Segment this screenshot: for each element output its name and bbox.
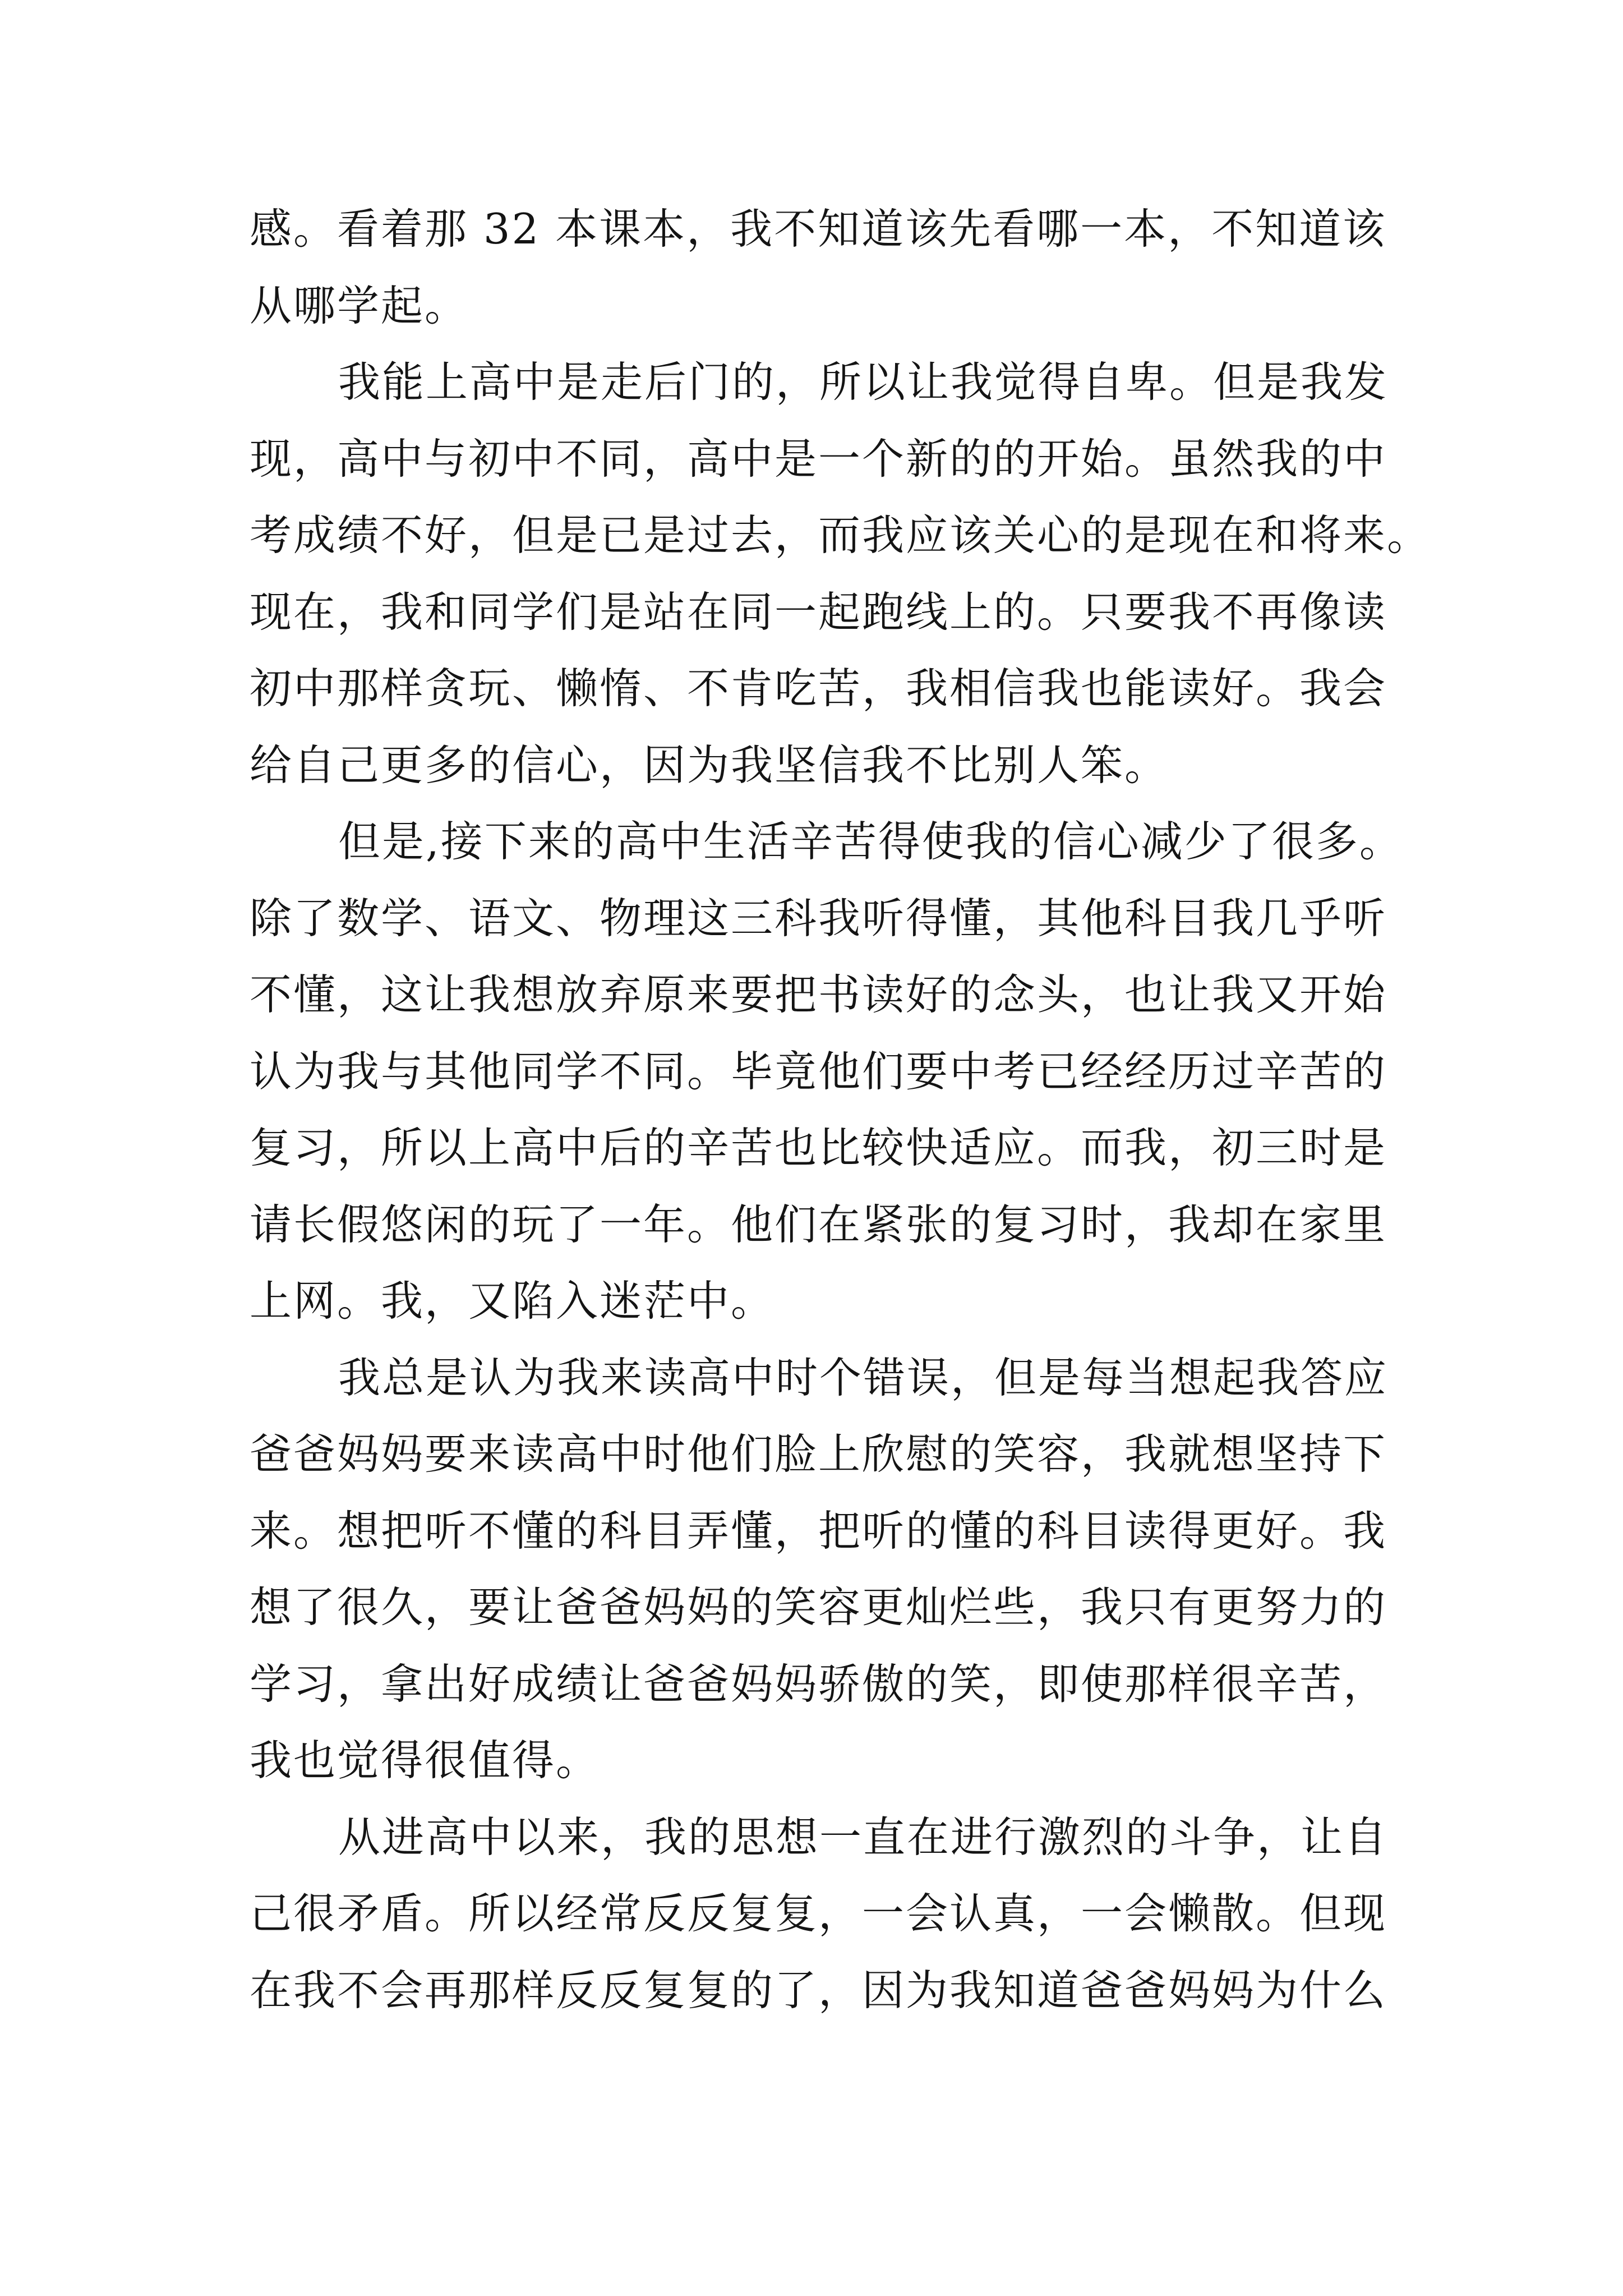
text-line: 复习，所以上高中后的辛苦也比较快适应。而我，初三时是 xyxy=(250,1123,1387,1172)
text-line: 感。看着那 32 本课本，我不知道该先看哪一本，不知道该 xyxy=(250,204,1387,254)
text-line: 考成绩不好，但是已是过去，而我应该关心的是现在和将来。 xyxy=(250,510,1431,560)
text-line: 认为我与其他同学不同。毕竟他们要中考已经经历过辛苦的 xyxy=(250,1046,1387,1096)
text-line: 想了很久，要让爸爸妈妈的笑容更灿烂些，我只有更努力的 xyxy=(250,1582,1387,1632)
text-line: 来。想把听不懂的科目弄懂，把听的懂的科目读得更好。我 xyxy=(250,1506,1387,1556)
text-line: 己很矛盾。所以经常反反复复，一会认真，一会懒散。但现 xyxy=(250,1889,1387,1938)
text-line: 请长假悠闲的玩了一年。他们在紧张的复习时，我却在家里 xyxy=(250,1199,1387,1249)
paragraph-first-line: 从进高中以来，我的思想一直在进行激烈的斗争，让自 xyxy=(338,1812,1389,1862)
text-line: 上网。我，又陷入迷茫中。 xyxy=(250,1276,775,1326)
paragraph-first-line: 我总是认为我来读高中时个错误，但是每当想起我答应 xyxy=(338,1352,1389,1402)
text-line: 我也觉得很值得。 xyxy=(250,1736,600,1785)
paragraph-first-line: 我能上高中是走后门的，所以让我觉得自卑。但是我发 xyxy=(338,357,1389,407)
text-line: 给自己更多的信心，因为我坚信我不比别人笨。 xyxy=(250,740,1169,790)
paragraph-first-line: 但是,接下来的高中生活辛苦得使我的信心减少了很多。 xyxy=(338,817,1403,866)
text-line: 现，高中与初中不同，高中是一个新的的开始。虽然我的中 xyxy=(250,434,1387,484)
text-line: 爸爸妈妈要来读高中时他们脸上欣慰的笑容，我就想坚持下 xyxy=(250,1429,1387,1479)
text-line: 不懂，这让我想放弃原来要把书读好的念头，也让我又开始 xyxy=(250,970,1387,1019)
body-text xyxy=(250,191,1431,2028)
text-line: 在我不会再那样反反复复的了，因为我知道爸爸妈妈为什么 xyxy=(250,1965,1387,2015)
text-line: 学习，拿出好成绩让爸爸妈妈骄傲的笑，即使那样很辛苦， xyxy=(250,1659,1387,1709)
text-line: 初中那样贪玩、懒惰、不肯吃苦，我相信我也能读好。我会 xyxy=(250,664,1387,713)
text-line: 除了数学、语文、物理这三科我听得懂，其他科目我几乎听 xyxy=(250,893,1387,943)
text-line: 现在，我和同学们是站在同一起跑线上的。只要我不再像读 xyxy=(250,587,1387,637)
text-line: 从哪学起。 xyxy=(250,280,469,330)
